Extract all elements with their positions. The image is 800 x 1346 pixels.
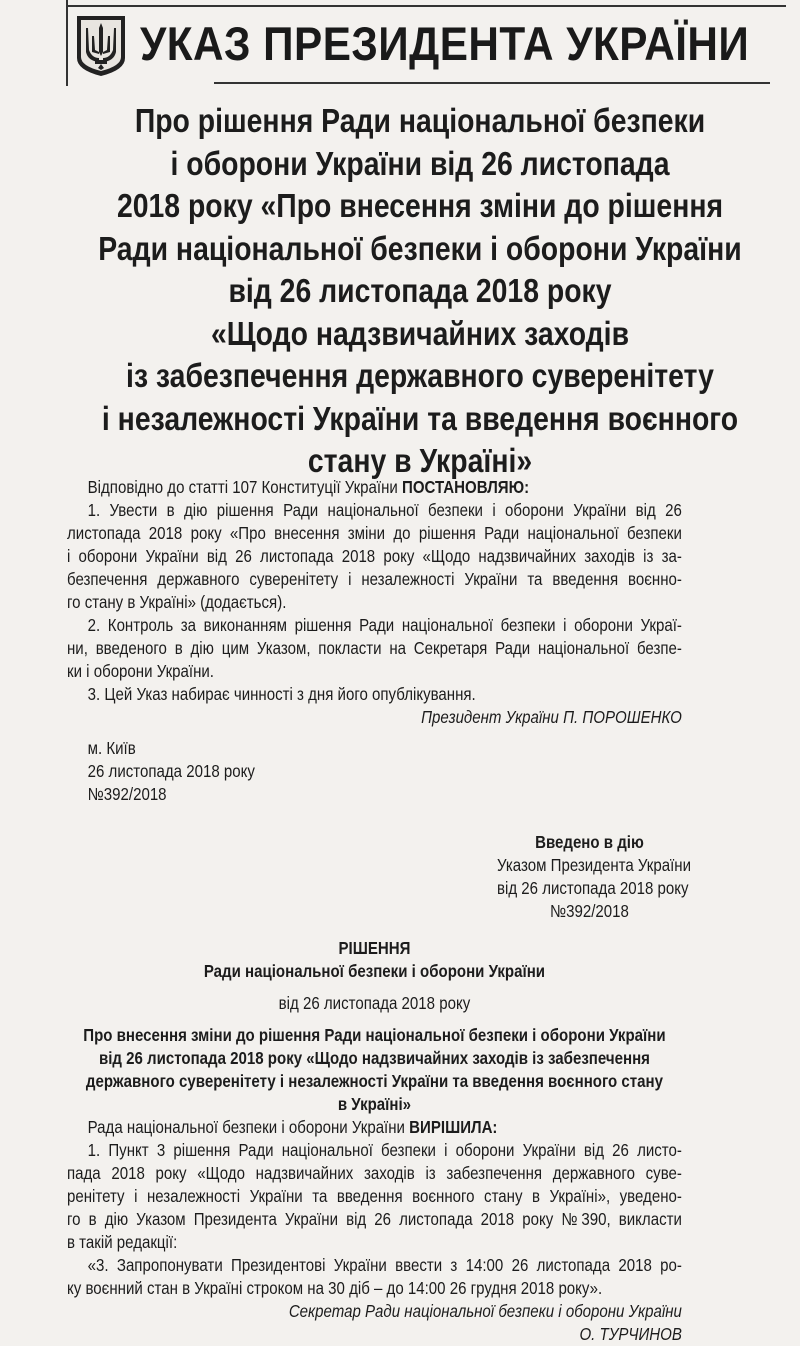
left-rule (66, 0, 68, 86)
decision-preamble-bold: ВИРІШИЛА: (409, 1117, 498, 1137)
decision-title-line: Про внесення зміни до рішення Ради національної безпеки і оборони України (83, 1025, 666, 1045)
secretary-title: Секретар Ради національної безпеки і оборони України (288, 1301, 682, 1321)
decision-date: від 26 листопада 2018 року (278, 993, 471, 1013)
top-rule (66, 5, 786, 7)
decision-preamble (67, 1116, 682, 1139)
paragraph-line: ку воєнний стан в Україні строком на 30 діб – до 14:00 26 грудня 2018 року». (67, 1278, 603, 1298)
decree-preamble-text: Відповідно до статті 107 Конституції України (87, 477, 398, 497)
main-title-line: із забезпечення державного суверенітету (126, 357, 714, 394)
decree-header (74, 14, 784, 80)
decision-subheading: Ради національної безпеки і оборони України (203, 961, 546, 981)
main-title-line: Ради національної безпеки і оборони України (98, 229, 742, 267)
document-body (67, 476, 692, 1346)
trident-emblem-icon (74, 14, 128, 78)
paragraph-line: і оборони України від 26 листопада 2018 року «Щодо надзвичайних заходів із за- (67, 546, 682, 566)
main-title-line: від 26 листопада 2018 року (228, 272, 612, 309)
header-rule (214, 82, 770, 84)
decision-title-line: державного суверенітету і незалежності України та введення воєнного стану (85, 1071, 663, 1091)
decree-number: №392/2018 (87, 784, 167, 804)
paragraph-line: ни, введеного в дію цим Указом, покласти на Секретаря Ради національної безпе- (67, 638, 682, 658)
paragraph-line: безпечення державного суверенітету і незалежності України та введення воєнно- (67, 569, 682, 589)
main-title-line: Про рішення Ради національної безпеки (134, 102, 706, 139)
paragraph-line: 1. Увести в дію рішення Ради національної безпеки і оборони України від 26 (87, 500, 682, 520)
enacted-block (67, 831, 692, 923)
decree-date: 26 листопада 2018 року (87, 761, 255, 781)
paragraph-line: в такій редакції: (67, 1232, 178, 1252)
decree-place: м. Київ (87, 738, 136, 758)
decree-main-title (93, 100, 747, 483)
main-title-line: і незалежності України та введення воєнного (101, 399, 739, 437)
enacted-line: від 26 листопада 2018 року (497, 878, 689, 898)
decision-item-1 (67, 1139, 682, 1254)
decision-title (67, 1024, 682, 1116)
decree-item-2 (67, 614, 682, 683)
paragraph-line: «3. Запропонувати Президентові України ввести з 14:00 26 листопада 2018 ро- (87, 1255, 682, 1275)
paragraph-line: 2. Контроль за виконанням рішення Ради національної безпеки і оборони Украї- (87, 615, 682, 635)
paragraph-line: листопада 2018 року «Про внесення зміни до рішення Ради національної безпеки (67, 523, 682, 543)
decree-header-title: УКАЗ ПРЕЗИДЕНТА УКРАЇНИ (140, 17, 750, 70)
main-title-line: «Щодо надзвичайних заходів (210, 314, 630, 352)
decree-preamble (67, 476, 682, 499)
main-title-line: 2018 року «Про внесення зміни до рішення (116, 187, 724, 224)
paragraph-line: го в дію Указом Президента України від 26 листопада 2018 року №390, викласти (67, 1209, 682, 1229)
paragraph-line: го стану в Україні» (додається). (67, 592, 287, 612)
paragraph-line: ки і оборони України. (67, 661, 214, 681)
decree-item-1 (67, 499, 682, 614)
president-signature: Президент України П. ПОРОШЕНКО (421, 707, 682, 727)
decision-preamble-text: Рада національної безпеки і оборони України (87, 1117, 405, 1137)
decision-quote (67, 1254, 682, 1300)
paragraph-line: 1. Пункт 3 рішення Ради національної безпеки і оборони України від 26 листо- (87, 1140, 682, 1160)
enacted-bold: Введено в дію (535, 832, 644, 852)
enacted-line: Указом Президента України (497, 855, 692, 875)
paragraph-line: ренітету і незалежності України та введення воєнного стану в Україні», уведено- (67, 1186, 682, 1206)
decision-title-line: від 26 листопада 2018 року «Щодо надзвичайних заходів із забезпечення (98, 1048, 650, 1068)
decision-title-line: в Україні» (337, 1094, 412, 1114)
decree-preamble-bold: ПОСТАНОВЛЯЮ: (402, 477, 530, 497)
decision-heading: РІШЕННЯ (338, 938, 411, 958)
paragraph-line: пада 2018 року «Щодо надзвичайних заходів із забезпечення державного суве- (67, 1163, 682, 1183)
secretary-name: О. ТУРЧИНОВ (579, 1324, 682, 1344)
enacted-number: №392/2018 (549, 901, 629, 921)
main-title-line: і оборони України від 26 листопада (170, 144, 670, 182)
main-title-line: стану в Україні» (307, 442, 533, 479)
decree-item-3: 3. Цей Указ набирає чинності з дня його опублікування. (87, 684, 476, 704)
